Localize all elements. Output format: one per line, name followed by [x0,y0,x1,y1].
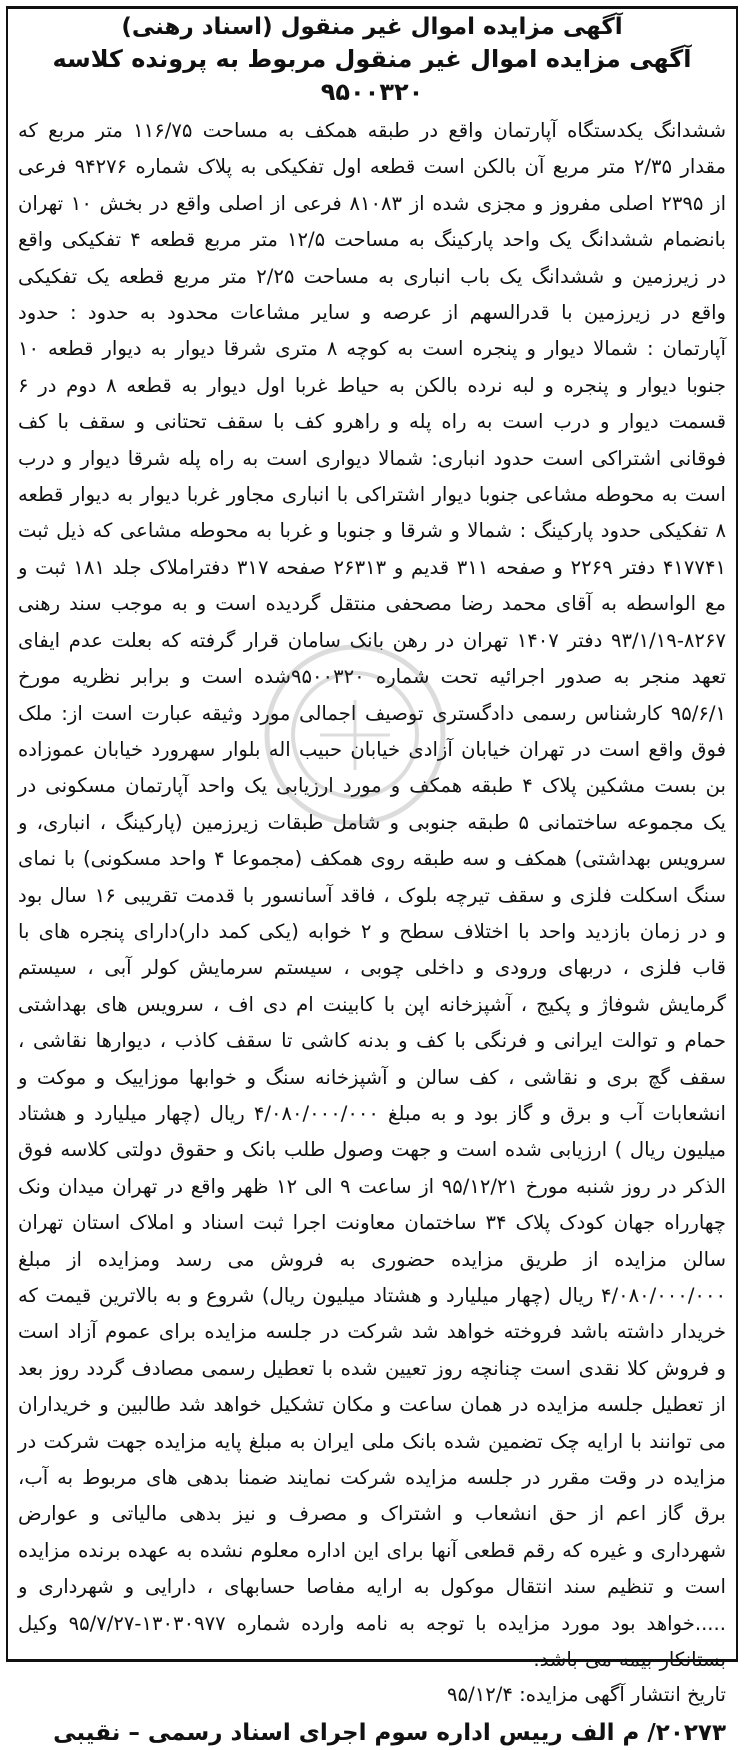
notice-header [4,0,740,109]
border-right [736,6,738,1662]
border-bottom [6,1659,738,1662]
publication-date: تاریخ انتشار آگهی مزایده: ۹۵/۱۲/۴ [447,1683,726,1707]
notice-signature: ۲۰۲۷۳/ م الف رییس اداره سوم اجرای اسناد رسمی – نقیبی [53,1720,726,1747]
notice-body: ششدانگ یکدستگاه آپارتمان واقع در طبقه همکف به مساحت ۱۱۶/۷۵ متر مربع که مقدار ۲/۳۵ متر مربع آن بالکن است قطعه اول تفکیکی به پلاک شماره ۹۴۲۷۶ فرعی از ۲۳۹۵ اصلی مفروز و مجزی شده از ۸۱۰۸۳ فرعی از اصلی واقع در بخش ۱۰ تهران بانضمام ششدانگ یک واحد پارکینگ به مساحت ۱۲/۵ متر مربع قطعه ۴ تفکیکی واقع در زیرزمین و ششدانگ یک باب انباری به مساحت ۲/۲۵ متر مربع قطعه یک تفکیکی واقع در زیرزمین با قدرالسهم از عرصه و سایر مشاعات محدود به حدود : حدود آپارتمان : شمالا دیوار و پنجره است به کوچه ۸ متری شرقا دیوار به دیوار قطعه ۱۰ جنوبا دیوار و پنجره و لبه نرده بالکن به حیاط غربا اول دیوار به قطعه ۸ دوم در ۶ قسمت دیوار و درب است به راه پله و راهرو کف با سقف تحتانی و سقف با کف فوقانی اشتراکی است حدود انباری: شمالا دیواری است به راه پله شرقا دیوار و درب است به محوطه مشاعی جنوبا دیوار اشتراکی با انباری مجاور غربا دیوار به دیوار قطعه ۸ تفکیکی حدود پارکینگ : شمالا و شرقا و جنوبا و غربا به محوطه مشاعی که ذیل ثبت ۴۱۷۷۴۱ دفتر ۲۲۶۹ و صفحه ۳۱۱ قدیم و ۲۶۳۱۳ صفحه ۳۱۷ دفتراملاک جلد ۱۸۱ ثبت و مع الواسطه به آقای محمد رضا مصحفی منتقل گردیده است و به موجب سند رهنی ۸۲۶۷-۹۳/۱/۱۹ دفتر ۱۴۰۷ تهران در رهن بانک سامان قرار گرفته که بعلت عدم ایفای تعهد منجر به صدور اجرائیه تحت شماره ۹۵۰۰۳۲۰شده است و برابر نظریه مورخ ۹۵/۶/۱ کارشناس رسمی دادگستری توصیف اجمالی مورد وثیقه عبارت است از: ملک فوق واقع است در تهران خیابان آزادی خیابان حبیب اله بلوار سهرورد خیابان عموزاده بن بست مشکین پلاک ۴ طبقه همکف و مورد ارزیابی یک واحد آپارتمان مسکونی در یک مجموعه ساختمانی ۵ طبقه جنوبی و شامل طبقات زیرزمین (پارکینگ ، انباری، و سرویس بهداشتی) همکف و سه طبقه روی همکف (مجموعا ۴ واحد مسکونی) با نمای سنگ اسکلت فلزی و سقف تیرچه بلوک ، فاقد آسانسور با قدمت تقریبی ۱۶ سال بود و در زمان بازدید واحد با اختلاف سطح و ۲ خوابه (یکی کمد دار)دارای پنجره های با قاب فلزی ، دربهای ورودی و داخلی چوبی ، سیستم سرمایش کولر آبی ، سیستم گرمایش شوفاژ و پکیج ، آشپزخانه اپن با کابینت ام دی اف ، سرویس های بهداشتی حمام و توالت ایرانی و فرنگی با کف و بدنه کاشی تا سقف کاذب ، دیوارها نقاشی ، سقف گچ بری و نقاشی ، کف سالن و آشپزخانه سنگ و خوابها موزاییک و موکت و انشعابات آب و برق و گاز بود و به مبلغ ۴/۰۸۰/۰۰۰/۰۰۰ ریال (چهار میلیارد و هشتاد میلیون ریال ) ارزیابی شده است و جهت وصول طلب بانک و حقوق دولتی کلاسه فوق الذکر در روز شنبه مورخ ۹۵/۱۲/۲۱ از ساعت ۹ الی ۱۲ ظهر واقع در تهران میدان ونک چهارراه جهان کودک پلاک ۳۴ ساختمان معاونت اجرا ثبت اسناد و املاک استان تهران سالن مزایده از طریق مزایده حضوری به فروش می رسد ومزایده از مبلغ ۴/۰۸۰/۰۰۰/۰۰۰ ریال (چهار میلیارد و هشتاد میلیون ریال) شروع و به بالاترین قیمت که خریدار داشته باشد فروخته خواهد شد شرکت در جلسه مزایده برای عموم آزاد است و فروش کلا نقدی است چنانچه روز تعیین شده با تعطیل رسمی مصادف گردد روز بعد از تعطیل جلسه مزایده در همان ساعت و مکان تشکیل خواهد شد طالبین و خریداران می توانند با ارایه چک تضمین شده بانک ملی ایران به مبلغ پایه مزایده جهت شرکت در مزایده در وقت مقرر در جلسه مزایده شرکت نمایند ضمنا بدهی های مربوط به آب، برق گاز اعم از حق انشعاب و اشتراک و مصرف و نیز بدهی مالیاتی و عوارض شهرداری و غیره که رقم قطعی آنها برای این اداره معلوم نشده به عهده برنده مزایده است و تنظیم سند انتقال موکول به ارایه مفاصا حسابهای ، دارایی و شهرداری و .....خواهد بود مورد مزایده با توجه به نامه وارده شماره ۱۳۰۳۰۹۷۷-۹۵/۷/۲۷ وکیل بستانکار بیمه می باشد. [18,119,727,1672]
border-left [6,6,8,1662]
notice-title: آگهی مزایده اموال غیر منقول (اسناد رهنی) [121,14,623,40]
border-top [6,6,738,9]
notice-subtitle: آگهی مزایده اموال غیر منقول مربوط به پرونده کلاسه ۹۵۰۰۳۲۰ [52,45,692,106]
